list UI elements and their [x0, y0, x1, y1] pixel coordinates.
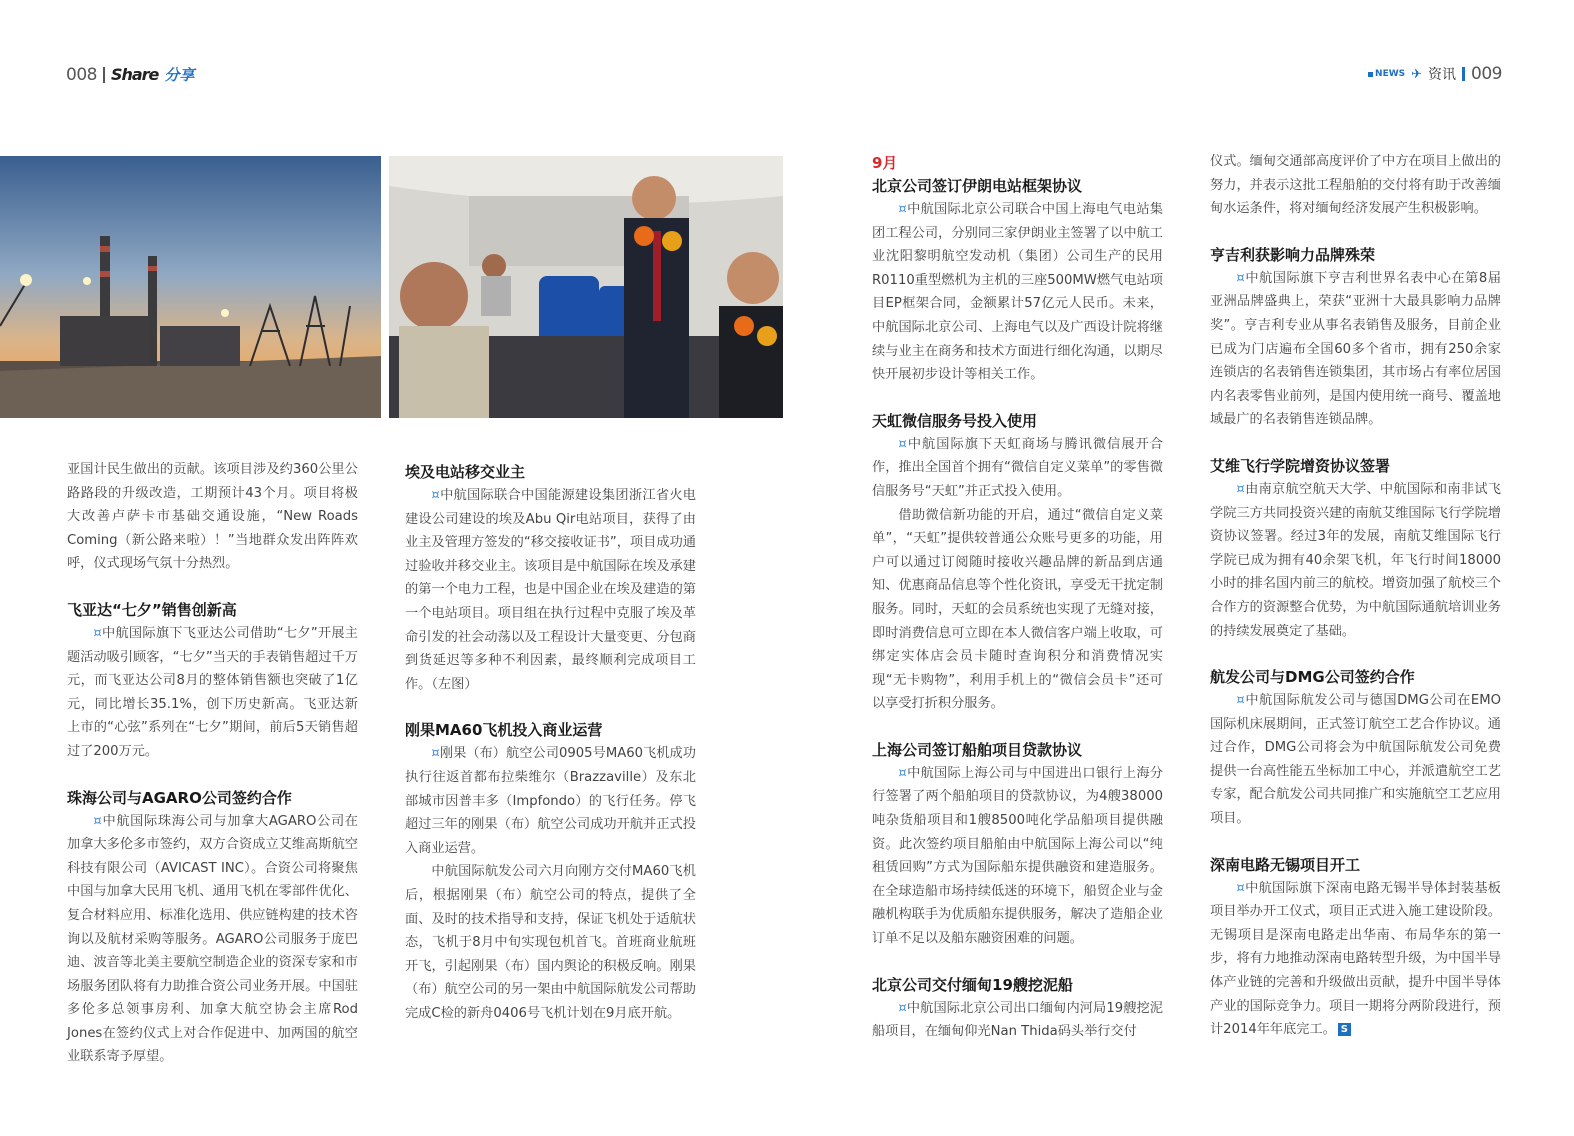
- article-text: 中航国际旗下飞亚达公司借助“七夕”开展主题活动吸引顾客，“七夕”当天的手表销售超过千万元，而飞亚达公司8月的整体销售额也突破了1亿元，同比增长35.1%，创下历史新高。飞亚达新上市的“心弦”系列在“七夕”期间，前后5天销售超过了200万元。: [67, 625, 358, 759]
- running-head-right: [1368, 64, 1502, 84]
- divider-bar: [103, 67, 105, 83]
- article-body-tianhong-1: [872, 433, 1163, 504]
- article-body-congo-ma60-1: [405, 742, 696, 860]
- bullet-icon: ¤: [1236, 880, 1245, 896]
- article-body-fiyta: [67, 622, 358, 764]
- month-heading: 9月: [872, 154, 898, 172]
- bullet-icon: ¤: [93, 813, 102, 829]
- article-text: 中航国际珠海公司与加拿大AGARO公司在加拿大多伦多市签约，双方合资成立艾维高斯航空科技有限公司（AVICAST INC）。合资公司将聚焦中国与加拿大民用飞机、通用飞机在零部件优化、复合材料应用、标准化选用、供应链构建的技术咨询以及航材采购等服务。AGARO公司服务于庞巴迪、波音等北美主要航空制造企业的资深专家和市场服务团队将有力助推合资公司业务开展。中国驻多伦多总领事房利、加拿大航空协会主席Rod Jones在签约仪式上对合作促进中、加两国的航空业联系寄予厚望。: [67, 813, 358, 1065]
- article-title-iran-plant: 北京公司签订伊朗电站框架协议: [872, 177, 1083, 195]
- news-text: NEWS: [1375, 69, 1406, 79]
- article-text: 中航国际旗下天虹商场与腾讯微信展开合作，推出全国首个拥有“微信自定义菜单”的零售微信服务号“天虹”并正式投入使用。: [872, 436, 1163, 499]
- end-mark-icon: S: [1338, 1023, 1351, 1036]
- article-text: 中航国际航发公司与德国DMG公司在EMO国际机床展期间，正式签订航空工艺合作协议。通过合作，DMG公司将会为中航国际航发公司免费提供一台高性能五坐标加工中心，并派遣航空工艺专家，配合航发公司共同推广和实施航空工艺应用项目。: [1210, 693, 1501, 827]
- bullet-icon: ¤: [898, 765, 907, 781]
- article-body-tianhong-2: 借助微信新功能的开启，通过“微信自定义菜单”，“天虹”提供较普通公众账号更多的功能，用户可以通过订阅随时接收兴趣品牌的新品到店通知、优惠商品信息等个性化资讯，享受无干扰定制服务。同时，天虹的会员系统也实现了无缝对接，即时消费信息可立即在本人微信客户端上收取，可绑定实体店会员卡随时查询积分和消费情况实现“无卡购物”，利用手机上的“微信会员卡”还可以享受打折积分服务。: [872, 507, 1163, 712]
- article-title-congo-ma60: 刚果MA60飞机投入商业运营: [405, 721, 603, 740]
- brand-name-cn: 分享: [164, 66, 195, 84]
- article-text: 中航国际旗下亨吉利世界名表中心在第8届亚洲品牌盛典上，荣获“亚洲十大最具影响力品牌奖”。亨吉利专业从事名表销售及服务，目前企业已成为门店遍布全国60多个省市，拥有250余家连锁店的名表销售连锁集团，其市场占有率位居国内名表零售业前列，是国内使用统一商号、覆盖地域最广的名表销售连锁品牌。: [1210, 270, 1501, 428]
- news-label: [1368, 69, 1405, 79]
- bullet-icon: ¤: [898, 1000, 907, 1016]
- article-title-hengjili: 亨吉利获影响力品牌殊荣: [1210, 245, 1376, 264]
- article-body-flight-academy: [1210, 478, 1501, 643]
- section-title: 资讯: [1428, 67, 1457, 83]
- photo-power-plant: [0, 156, 381, 418]
- article-text: 由南京航空航天大学、中航国际和南非试飞学院三方共同投资兴建的南航艾维国际飞行学院增资协议签署。经过3年的发展，南航艾维国际飞行学院已成为拥有40余架飞机，年飞行时间18000小时的排名国内前三的航校。增资加强了航校三个合作方的资源整合优势，为中航国际通航培训业务的持续发展奠定了基础。: [1210, 481, 1501, 639]
- article-continuation: 仪式。缅甸交通部高度评价了中方在项目上做出的努力，并表示这批工程船舶的交付将有助于改善缅甸水运条件，将对缅甸经济发展产生积极影响。: [1210, 154, 1501, 217]
- article-title-dmg: 航发公司与DMG公司签约合作: [1210, 668, 1415, 687]
- article-body-iran-plant: [872, 198, 1163, 387]
- accent-bar: [1462, 67, 1465, 81]
- article-text: 中航国际北京公司联合中国上海电气电站集团工程公司，分别同三家伊朗业主签署了以中航工业沈阳黎明航空发动机（集团）公司生产的民用R0110重型燃机为主机的三座500MW燃气电站项目EP框架合同，金额累计57亿元人民币。未来，中航国际北京公司、上海电气以及广西设计院将继续与业主在商务和技术方面进行细化沟通，以期尽快开展初步设计等相关工作。: [872, 202, 1163, 383]
- article-body-shanghai-loan: [872, 762, 1163, 951]
- column-1: [67, 458, 358, 1069]
- bullet-icon: ¤: [1236, 481, 1245, 497]
- column-4: [1210, 150, 1501, 1042]
- article-text: 中航国际联合中国能源建设集团浙江省火电建设公司建设的埃及Abu Qir电站项目，获得了由业主及管理方签发的“移交接收证书”，项目成功通过验收并移交业主。该项目是中航国际在埃及承建的第一个电力工程，也是中国企业在埃及建造的第一个电站项目。项目组在执行过程中克服了埃及革命引发的社会动荡以及工程设计大量变更、分包商到货延迟等多种不利因素，最终顺利完成项目工作。（左图）: [405, 488, 696, 692]
- page-number-right: 009: [1471, 64, 1502, 84]
- article-text: 中航国际北京公司出口缅甸内河局19艘挖泥船项目，在缅甸仰光Nan Thida码头举行交付: [872, 1000, 1163, 1040]
- bullet-icon: ¤: [898, 436, 907, 452]
- article-title-myanmar-dredgers: 北京公司交付缅甸19艘挖泥船: [872, 975, 1073, 994]
- article-title-wuxi: 深南电路无锡项目开工: [1210, 855, 1361, 874]
- article-title-flight-academy: 艾维飞行学院增资协议签署: [1210, 456, 1391, 475]
- article-body-dmg: [1210, 689, 1501, 831]
- article-body-myanmar-dredgers: [872, 997, 1163, 1044]
- bullet-icon: ¤: [1236, 693, 1245, 709]
- bullet-icon: ¤: [898, 202, 907, 217]
- bullet-icon: ¤: [93, 625, 102, 641]
- bullet-icon: ¤: [431, 488, 440, 503]
- article-title-shanghai-loan: 上海公司签订船舶项目贷款协议: [872, 740, 1083, 759]
- article-body-egypt-plant: [405, 484, 696, 696]
- bullet-icon: ¤: [431, 746, 440, 762]
- square-icon: [1368, 72, 1373, 77]
- article-continuation: 亚国计民生做出的贡献。该项目涉及约360公里公路路段的升级改造，工期预计43个月。项目将极大改善卢萨卡市基础交通设施，“New Roads Coming（新公路来啦）！”当地群众发出阵阵欢呼，仪式现场气氛十分热烈。: [67, 462, 358, 572]
- photo-aircraft-cabin: [389, 156, 783, 418]
- article-text: 中航国际旗下深南电路无锡半导体封装基板项目举办开工仪式，项目正式进入施工建设阶段。无锡项目是深南电路走出华南、布局华东的第一步，将有力地推动深南电路转型升级，为中国半导体产业链的完善和升级做出贡献，提升中国半导体产业的国际竞争力。项目一期将分两阶段进行，预计2014年年底完工。: [1210, 880, 1501, 1038]
- article-title-egypt-plant: 埃及电站移交业主: [405, 463, 526, 481]
- article-body-wuxi: [1210, 877, 1501, 1042]
- article-text: 中航国际上海公司与中国进出口银行上海分行签署了两个船舶项目的贷款协议，为4艘38000吨杂货船项目和1艘8500吨化学品船项目提供融资。此次签约项目船舶由中航国际上海公司以“纯租赁回购”方式为国际船东提供融资和建造服务。在全球造船市场持续低迷的环境下，船贸企业与金融机构联手为优质船东提供服务，解决了造船企业订单不足以及船东融资困难的问题。: [872, 765, 1163, 947]
- bullet-icon: ¤: [1236, 270, 1245, 286]
- page-number-left: 008: [66, 64, 97, 85]
- column-3: [872, 152, 1163, 1044]
- article-body-congo-ma60-2: 中航国际航发公司六月向刚方交付MA60飞机后，根据刚果（布）航空公司的特点，提供了全面、及时的技术指导和支持，保证飞机处于适航状态，飞机于8月中旬实现包机首飞。首班商业航班开飞，引起刚果（布）国内舆论的积极反响。刚果（布）航空公司的另一架由中航国际航发公司帮助完成C检的新舟0406号飞机计划在9月底开航。: [405, 864, 696, 1021]
- running-head-left: [66, 64, 194, 85]
- airplane-icon: ✈: [1411, 66, 1423, 82]
- column-2: [405, 460, 696, 1025]
- brand-name-en: Share: [110, 65, 159, 84]
- article-body-zhuhai-agaro: [67, 810, 358, 1070]
- article-title-fiyta: 飞亚达“七夕”销售创新高: [67, 600, 237, 619]
- article-text: 刚果（布）航空公司0905号MA60飞机成功执行往返首都布拉柴维尔（Brazzaville）及东北部城市因普丰多（Impfondo）的飞行任务。停飞超过三年的刚果（布）航空公司成功开航并正式投入商业运营。: [405, 746, 696, 856]
- article-body-hengjili: [1210, 267, 1501, 432]
- article-title-zhuhai-agaro: 珠海公司与AGARO公司签约合作: [67, 788, 292, 807]
- article-title-tianhong-wechat: 天虹微信服务号投入使用: [872, 411, 1038, 430]
